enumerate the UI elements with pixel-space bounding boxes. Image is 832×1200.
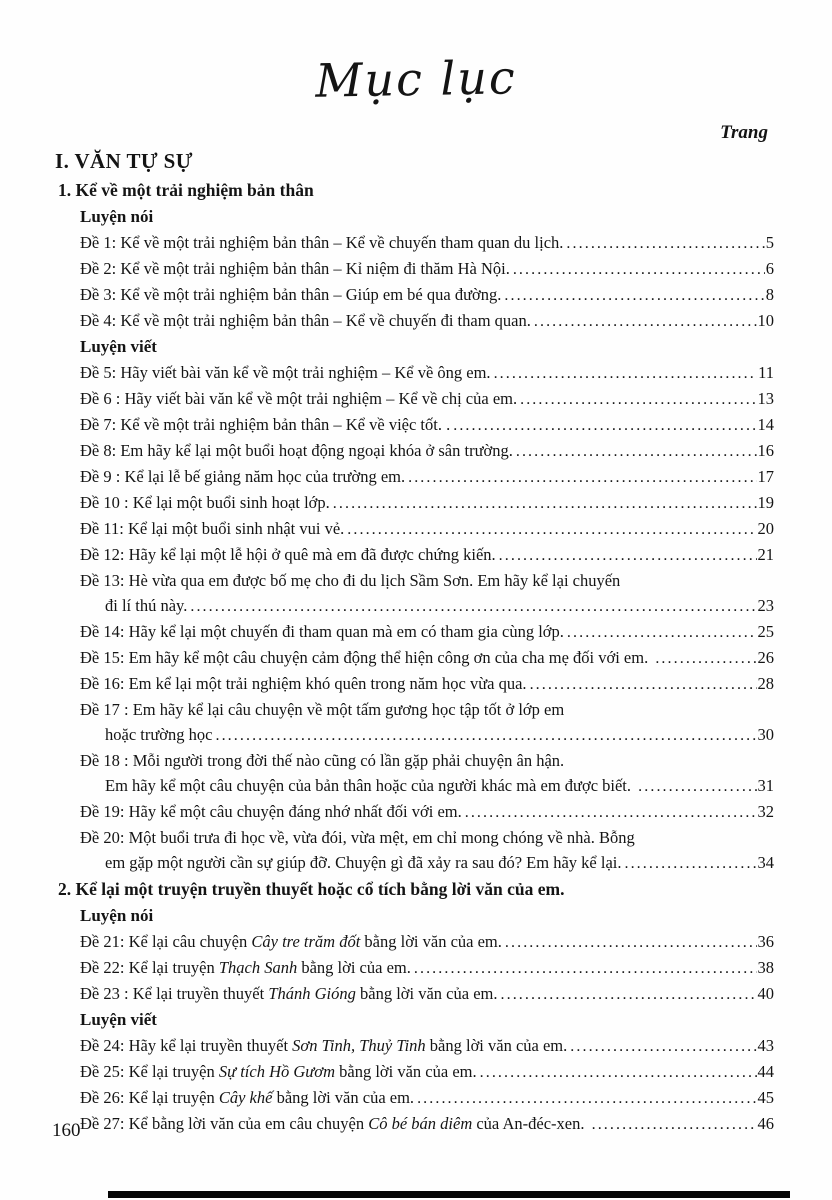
dot-leader: [347, 516, 756, 542]
toc-entry-line: [55, 981, 774, 1007]
page-ref: 16: [757, 441, 774, 460]
page-ref: 14: [757, 415, 774, 434]
group-heading: Luyện nói: [80, 207, 154, 226]
page-ref: 10: [757, 311, 774, 330]
toc-entry-text: Đề 16: Em kể lại một trải nghiệm khó quên trong năm học vừa qua.: [80, 674, 527, 693]
page-ref: 8: [765, 285, 774, 304]
dot-leader: [516, 438, 757, 464]
subsection-heading: 2. Kể lại một truyện truyền thuyết hoặc cổ tích bằng lời văn của em.: [58, 879, 565, 899]
toc-entry-text: hoặc trường học: [105, 725, 213, 744]
dot-leader: [638, 773, 756, 799]
toc-entry-line: [55, 490, 774, 516]
page-ref: 30: [757, 725, 774, 744]
page-ref: 11: [758, 363, 774, 382]
dot-leader: [655, 645, 756, 671]
toc-entry-text: Đề 9 : Kể lại lễ bế giảng năm học của trường em.: [80, 467, 406, 486]
toc-entry-text: Đề 23 : Kể lại truyền thuyết Thánh Gióng bằng lời văn của em.: [80, 984, 498, 1003]
group-heading: Luyện nói: [80, 906, 154, 925]
dot-leader: [215, 722, 756, 748]
page-ref: 19: [757, 493, 774, 512]
toc-list: [55, 146, 774, 1137]
toc-entry-line: [55, 308, 774, 334]
toc-entry-text: Đề 20: Một buổi trưa đi học về, vừa đói, vừa mệt, em chỉ mong chóng về nhà. Bỗng: [80, 828, 635, 847]
toc-entry-text: Đề 14: Hãy kể lại một chuyến đi tham quan mà em có tham gia cùng lớp.: [80, 622, 564, 641]
toc-entry-line: [55, 748, 774, 773]
page-ref: 45: [757, 1088, 774, 1107]
toc-entry-text: Đề 21: Kể lại câu chuyện Cây tre trăm đốt bằng lời văn của em.: [80, 932, 502, 951]
dot-leader: [190, 593, 756, 619]
toc-entry-line: [55, 593, 774, 619]
group-heading: Luyện viết: [80, 1010, 157, 1029]
toc-entry-line: [55, 1085, 774, 1111]
toc-entry-line: [55, 955, 774, 981]
toc-entry-line: [55, 542, 774, 568]
page-ref: 34: [757, 853, 774, 872]
dot-leader: [592, 1111, 757, 1137]
toc-entry-line: [55, 929, 774, 955]
toc-entry-text: Đề 6 : Hãy viết bài văn kể về một trải nghiệm – Kể về chị của em.: [80, 389, 518, 408]
toc-entry-text: Đề 3: Kể về một trải nghiệm bản thân – Giúp em bé qua đường.: [80, 285, 502, 304]
toc-entry-line: [55, 671, 774, 697]
dot-leader: [465, 799, 757, 825]
dot-leader: [499, 542, 757, 568]
dot-leader: [530, 671, 757, 697]
page-ref: 28: [757, 674, 774, 693]
toc-entry-text: Đề 22: Kể lại truyện Thạch Sanh bằng lời của em.: [80, 958, 411, 977]
page-ref: 26: [757, 648, 774, 667]
toc-entry-text: Đề 2: Kể về một trải nghiệm bản thân – Kỉ niệm đi thăm Hà Nội.: [80, 259, 510, 278]
toc-entry-line: [55, 438, 774, 464]
dot-leader: [453, 412, 756, 438]
toc-entry-line: [55, 722, 774, 748]
toc-entry-line: [55, 412, 774, 438]
toc-entry-line: [55, 799, 774, 825]
page-ref: 44: [757, 1062, 774, 1081]
dot-leader: [408, 464, 756, 490]
page-ref: 23: [757, 596, 774, 615]
section-heading: I. VĂN TỰ SỰ: [55, 149, 193, 173]
toc-entry-line: [55, 619, 774, 645]
toc-entry-text: Đề 17 : Em hãy kể lại câu chuyện về một tấm gương học tập tốt ở lớp em: [80, 700, 565, 719]
toc-entry-text: Đề 19: Hãy kể một câu chuyện đáng nhớ nhất đối với em.: [80, 802, 462, 821]
dot-leader: [624, 850, 756, 876]
page-number: 160: [52, 1120, 81, 1141]
toc-entry-line: [55, 645, 774, 671]
toc-entry-text: Đề 25: Kể lại truyện Sự tích Hồ Gươm bằng lời văn của em.: [80, 1062, 477, 1081]
toc-entry-line: [55, 1059, 774, 1085]
bottom-rule: [108, 1191, 790, 1198]
toc-entry-line: [55, 360, 774, 386]
page-ref: 20: [757, 519, 774, 538]
toc-entry-text: Đề 5: Hãy viết bài văn kể về một trải nghiệm – Kể về ông em.: [80, 363, 491, 382]
page-ref: 36: [757, 932, 774, 951]
trang-column-label: Trang: [720, 122, 768, 143]
toc-entry-text: Đề 7: Kể về một trải nghiệm bản thân – Kể về việc tốt. .: [80, 415, 451, 434]
dot-leader: [333, 490, 757, 516]
page-ref: 43: [757, 1036, 774, 1055]
toc-entry-line: [55, 282, 774, 308]
toc-entry-text: Đề 8: Em hãy kể lại một buổi hoạt động ngoại khóa ở sân trường.: [80, 441, 513, 460]
toc-entry-line: [55, 825, 774, 850]
page-ref: 21: [757, 545, 774, 564]
toc-entry-text: Em hãy kể một câu chuyện của bản thân hoặc của người khác mà em được biết.: [105, 776, 636, 795]
toc-entry-text: Đề 10 : Kể lại một buổi sinh hoạt lớp.: [80, 493, 330, 512]
page-ref: 46: [757, 1114, 774, 1133]
dot-leader: [567, 619, 757, 645]
toc-entry-text: em gặp một người cần sự giúp đỡ. Chuyện gì đã xảy ra sau đó? Em hãy kể lại.: [105, 853, 622, 872]
toc-entry-line: [55, 386, 774, 412]
page-title: Mục lục: [314, 50, 518, 108]
toc-entry-line: [55, 1033, 774, 1059]
toc-entry-line: [55, 230, 774, 256]
page-ref: 25: [757, 622, 774, 641]
group-heading: Luyện viết: [80, 337, 157, 356]
toc-entry-text: Đề 24: Hãy kể lại truyền thuyết Sơn Tinh, Thuỷ Tinh bằng lời văn của em.: [80, 1036, 568, 1055]
dot-leader: [480, 1059, 757, 1085]
subsection-heading: 1. Kể về một trải nghiệm bản thân: [58, 180, 314, 200]
page-ref: 40: [757, 984, 774, 1003]
toc-entry-line: [55, 697, 774, 722]
toc-entry-line: [55, 464, 774, 490]
page-ref: 31: [757, 776, 774, 795]
toc-entry-text: Đề 18 : Mỗi người trong đời thế nào cũng có lần gặp phải chuyện ân hận.: [80, 751, 565, 770]
page-ref: 17: [757, 467, 774, 486]
page-ref: 13: [757, 389, 774, 408]
toc-entry-line: [55, 516, 774, 542]
toc-entry-line: [55, 850, 774, 876]
toc-entry-text: Đề 15: Em hãy kể một câu chuyện cảm động thể hiện công ơn của cha mẹ đối với em.: [80, 648, 653, 667]
dot-leader: [501, 981, 757, 1007]
toc-entry-text: Đề 4: Kể về một trải nghiệm bản thân – Kể về chuyến đi tham quan.: [80, 311, 531, 330]
dot-leader: [534, 308, 757, 334]
toc-entry-text: Đề 27: Kể bằng lời văn của em câu chuyện Cô bé bán diêm của An-đéc-xen.: [80, 1114, 589, 1133]
toc-entry-line: [55, 1111, 774, 1137]
dot-leader: [566, 230, 764, 256]
toc-entry-line: [55, 773, 774, 799]
dot-leader: [417, 1085, 756, 1111]
toc-entry-line: [55, 256, 774, 282]
toc-entry-text: Đề 12: Hãy kể lại một lễ hội ở quê mà em đã được chứng kiến.: [80, 545, 496, 564]
dot-leader: [504, 282, 764, 308]
toc-entry-line: [55, 568, 774, 593]
page-ref: 38: [757, 958, 774, 977]
dot-leader: [494, 360, 758, 386]
page-ref: 6: [765, 259, 774, 278]
page-ref: 32: [757, 802, 774, 821]
toc-entry-text: đi lí thú này.: [105, 596, 188, 615]
dot-leader: [505, 929, 757, 955]
toc-entry-text: Đề 13: Hè vừa qua em được bố mẹ cho đi du lịch Sầm Sơn. Em hãy kể lại chuyến: [80, 571, 621, 590]
toc-entry-text: Đề 26: Kể lại truyện Cây khế bằng lời văn của em.: [80, 1088, 415, 1107]
toc-entry-text: Đề 11: Kể lại một buổi sinh nhật vui vẻ.: [80, 519, 345, 538]
dot-leader: [414, 955, 757, 981]
dot-leader: [520, 386, 756, 412]
dot-leader: [513, 256, 765, 282]
page-ref: 5: [765, 233, 774, 252]
dot-leader: [570, 1033, 756, 1059]
toc-entry-text: Đề 1: Kể về một trải nghiệm bản thân – Kể về chuyến tham quan du lịch.: [80, 233, 564, 252]
